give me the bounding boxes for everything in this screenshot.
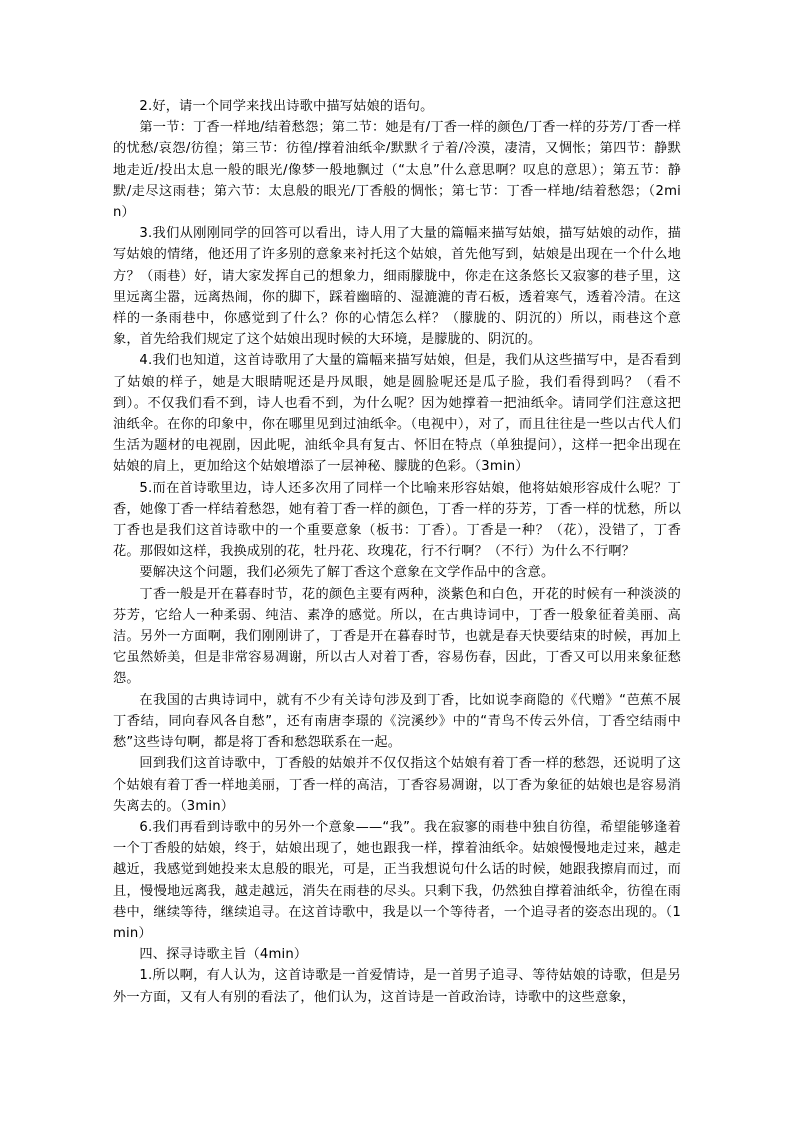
paragraph-theme-views: 1.所以啊，有人认为，这首诗歌是一首爱情诗，是一首男子追寻、等待姑娘的诗歌，但是另外一方面，又有人有别的看法了，他们认为，这首诗是一首政治诗，诗歌中的这些意象， [113, 968, 681, 1005]
paragraph-stanza-quotes: 第一节：丁香一样地/结着愁怨；第二节：她是有/丁香一样的颜色/丁香一样的芬芳/丁香一样的忧愁/哀怨/彷徨；第三节：彷徨/撑着油纸伞/默默彳亍着/冷漠，凄清，又惆怅；第四节：静默地走近/投出太息一般的眼光/像梦一般地飘过（“太息”什么意思啊？叹息的意思）；第五节：静默/走尽这雨巷；第六节：太息般的眼光/丁香般的惆怅；第七节：丁香一样地/结着愁怨；（2min） [113, 120, 681, 221]
paragraph-rain-lane: 3.我们从刚刚同学的回答可以看出，诗人用了大量的篇幅来描写姑娘，描写姑娘的动作，描写姑娘的情绪，他还用了许多别的意象来衬托这个姑娘，首先他写到，姑娘是出现在一个什么地方？（雨巷）好，请大家发挥自己的想象力，细雨朦胧中，你走在这条悠长又寂寥的巷子里，这里远离尘嚣，远离热闹，你的脚下，踩着幽暗的、湿漉漉的青石板，透着寒气，透着冷清。在这样的一条雨巷中，你感觉到了什么？你的心情怎么样？（朦胧的、阴沉的）所以，雨巷这个意象，首先给我们规定了这个姑娘出现时候的大环境，是朦胧的、阴沉的。 [113, 226, 681, 348]
paragraph-lilac-meaning: 丁香一般是开在暮春时节，花的颜色主要有两种，淡紫色和白色，开花的时候有一种淡淡的芬芳，它给人一种柔弱、纯洁、素净的感觉。所以，在古典诗词中，丁香一般象征着美丽、高洁。另外一方面啊，我们刚刚讲了，丁香是开在暮春时节，也就是春天快要结束的时候，再加上它虽然娇美，但是非常容易凋谢，所以古人对着丁香，容易伤春，因此，丁香又可以用来象征愁怨。 [113, 586, 681, 687]
paragraph-oil-paper-umbrella: 4.我们也知道，这首诗歌用了大量的篇幅来描写姑娘，但是，我们从这些描写中，是否看到了姑娘的样子，她是大眼睛呢还是丹凤眼，她是圆脸呢还是瓜子脸，我们看得到吗？（看不到）。不仅我们看不到，诗人也看不到，为什么呢？因为她撑着一把油纸伞。请同学们注意这把油纸伞。在你的印象中，你在哪里见到过油纸伞。（电视中），对了，而且往往是一些以古代人们生活为题材的电视剧，因此呢，油纸伞具有复古、怀旧在特点（单独提问），这样一把伞出现在姑娘的肩上，更加给这个姑娘增添了一层神秘、朦胧的色彩。（3min） [113, 353, 681, 475]
paragraph-lilac-girl: 回到我们这首诗歌中，丁香般的姑娘并不仅仅指这个姑娘有着丁香一样的愁怨，还说明了这个姑娘有着丁香一样地美丽，丁香一样的高洁，丁香容易凋谢，以丁香为象征的姑娘也是容易消失离去的。（3min） [113, 756, 681, 814]
paragraph-lilac-question: 要解决这个问题，我们必须先了解丁香这个意象在文学作品中的含意。 [139, 565, 555, 581]
paragraph-lilac-metaphor: 5.而在首诗歌里边，诗人还多次用了同样一个比喻来形容姑娘，他将姑娘形容成什么呢？丁香，她像丁香一样结着愁怨，她有着丁香一样的颜色，丁香一样的芬芳，丁香一样的忧愁，所以丁香也是我们这首诗歌中的一个重要意象（板书：丁香）。丁香是一种？（花），没错了，丁香花。那假如这样，我换成别的花，牡丹花、玫瑰花，行不行啊？（不行）为什么不行啊？ [113, 480, 681, 560]
document-page [113, 96, 681, 1008]
section-heading-theme: 四、探寻诗歌主旨（4min） [139, 947, 308, 963]
paragraph-find-girl-lines: 2.好，请一个同学来找出诗歌中描写姑娘的语句。 [139, 99, 434, 114]
paragraph-me-image: 6.我们再看到诗歌中的另外一个意象——“我”。我在寂寥的雨巷中独自彷徨，希望能够逢着一个丁香般的姑娘，终于，姑娘出现了，她也跟我一样，撑着油纸伞。姑娘慢慢地走过来，越走越近，我感觉到她投来太息般的眼光，可是，正当我想说句什么话的时候，她跟我擦肩而过，而且，慢慢地远离我，越走越远，消失在雨巷的尽头。只剩下我，仍然独自撑着油纸伞，彷徨在雨巷中，继续等待，继续追寻。在这首诗歌中，我是以一个等待者，一个追寻者的姿态出现的。（1min） [113, 819, 681, 941]
paragraph-classical-poems: 在我国的古典诗词中，就有不少有关诗句涉及到丁香，比如说李商隐的《代赠》“芭蕉不展丁香结，同向春风各自愁”，还有南唐李璟的《浣溪纱》中的“青鸟不传云外信，丁香空结雨中愁”这些诗句啊，都是将丁香和愁怨联系在一起。 [113, 692, 681, 751]
